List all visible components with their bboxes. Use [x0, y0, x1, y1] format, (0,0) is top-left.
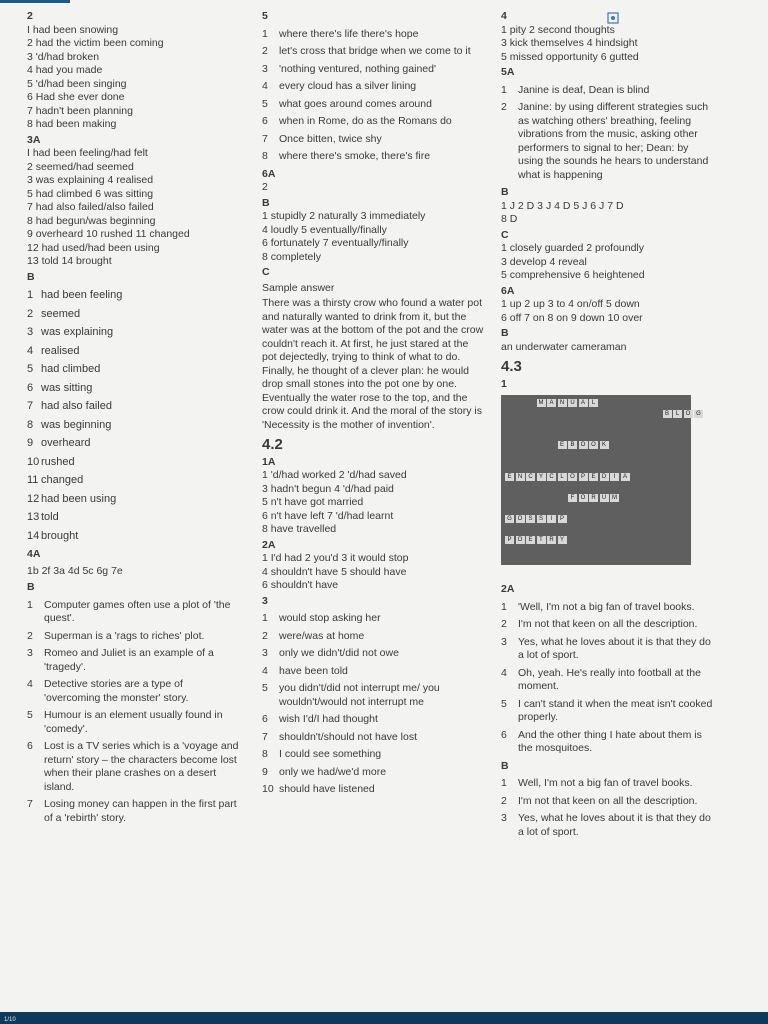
- item-number: 4: [27, 344, 34, 357]
- answer-item: [27, 740, 242, 794]
- item-number: 8: [27, 418, 34, 431]
- crossword-cell: U: [568, 399, 577, 407]
- answer-item: [262, 612, 484, 626]
- answer-item: [262, 63, 484, 77]
- item-number: 3: [262, 62, 268, 75]
- answer-item: [27, 493, 242, 507]
- item-text: rushed: [41, 455, 75, 468]
- answer-item: [262, 647, 484, 661]
- item-number: 7: [27, 400, 34, 412]
- item-text: told: [41, 511, 59, 523]
- answer-item: [27, 400, 242, 414]
- section-heading: C: [501, 228, 509, 241]
- answer-item: [501, 636, 716, 663]
- item-number: 8: [262, 748, 268, 760]
- section-heading: 5: [262, 10, 268, 22]
- item-text: I'm not that keen on all the description.: [518, 618, 698, 630]
- answer-line: 5 n't have got married: [262, 496, 364, 508]
- answer-item: [262, 133, 484, 147]
- crossword-cell: I: [610, 473, 619, 481]
- section-heading: B: [27, 581, 35, 593]
- answer-item: [501, 101, 716, 182]
- item-text: Yes, what he loves about it is that they do a lot of sport.: [518, 812, 711, 838]
- answer-line: 8 have travelled: [262, 523, 337, 535]
- crossword-cell: Y: [558, 536, 567, 544]
- item-text: wish I'd/I had thought: [279, 713, 378, 725]
- crossword-cell: C: [526, 473, 535, 481]
- answer-item: [501, 84, 716, 98]
- item-text: had also failed: [41, 400, 112, 412]
- crossword-cell: E: [589, 473, 598, 481]
- answer-line: 6 shouldn't have: [262, 579, 339, 591]
- crossword-cell: O: [684, 410, 693, 418]
- item-number: 13: [27, 511, 40, 523]
- answer-item: [27, 437, 242, 451]
- item-number: 2: [262, 629, 268, 642]
- item-number: 6: [262, 115, 268, 127]
- answer-line: 3 'd/had broken: [27, 50, 100, 63]
- answer-item: [262, 80, 484, 94]
- answer-line: 2: [262, 181, 268, 193]
- item-text: Janine is deaf, Dean is blind: [518, 83, 650, 96]
- section-heading: 1A: [262, 455, 276, 468]
- item-number: 2: [262, 45, 268, 57]
- answer-line: 12 had used/had been using: [27, 241, 160, 254]
- answer-line: 2 seemed/had seemed: [27, 160, 134, 173]
- answer-item: [501, 777, 716, 791]
- section-heading: 2A: [501, 583, 515, 595]
- crossword-cell: B: [568, 441, 577, 449]
- answer-item: [27, 345, 242, 359]
- item-text: let's cross that bridge when we come to it: [279, 45, 471, 57]
- crossword-cell: O: [516, 515, 525, 523]
- answer-item: [27, 647, 242, 674]
- item-number: 6: [501, 728, 507, 741]
- section-heading: 2A: [262, 538, 276, 551]
- section-heading: B: [501, 186, 509, 198]
- item-text: you didn't/did not interrupt me/ you wouldn't/would not interrupt me: [279, 682, 440, 708]
- answer-item: [27, 326, 242, 340]
- sample-answer-paragraph: There was a thirsty crow who found a water pot and naturally wanted to drink from it, but the water was at the bottom of the pot and the crow couldn't reach it. At first, he just stared at the pot dejectedly, trying to think of what to do. Finally, he thought of a clever plan: he would drop small stones into the pot one by one. Eventually the water rose to the top, and the crow could drink it. And the moral of the story is 'Necessity is the mother of invention'.: [262, 297, 484, 431]
- item-number: 1: [501, 600, 507, 613]
- crossword-cell: F: [568, 494, 577, 502]
- item-number: 1: [262, 612, 268, 624]
- item-number: 7: [27, 798, 33, 810]
- answer-item: [27, 289, 242, 303]
- item-number: 14: [27, 529, 40, 542]
- answer-item: [27, 709, 242, 736]
- answer-line: 4 shouldn't have 5 should have: [262, 565, 407, 578]
- answer-item: [27, 599, 242, 626]
- item-number: 8: [262, 150, 268, 162]
- item-text: 'nothing ventured, nothing gained': [279, 62, 436, 75]
- item-text: have been told: [279, 664, 348, 677]
- item-number: 6: [27, 740, 33, 752]
- item-number: 1: [501, 83, 507, 96]
- unit-heading: 4.3: [501, 358, 522, 375]
- crossword-cell: P: [505, 536, 514, 544]
- answer-item: [262, 28, 484, 42]
- item-number: 12: [27, 492, 40, 505]
- crossword-cell: A: [547, 399, 556, 407]
- answer-line: 1 I'd had 2 you'd 3 it would stop: [262, 552, 409, 564]
- answer-item: [501, 667, 716, 694]
- item-text: were/was at home: [279, 629, 365, 642]
- section-heading: 4A: [27, 548, 41, 560]
- item-text: brought: [41, 529, 79, 542]
- answer-line: 5 'd/had been singing: [27, 77, 127, 90]
- item-text: had been feeling: [41, 289, 123, 301]
- item-text: Oh, yeah. He's really into football at the moment.: [518, 666, 701, 692]
- answer-line: 1b 2f 3a 4d 5c 6g 7e: [27, 564, 123, 577]
- answer-line: 1 stupidly 2 naturally 3 immediately: [262, 210, 426, 222]
- item-text: Once bitten, twice shy: [279, 132, 382, 145]
- item-text: I'm not that keen on all the description.: [518, 794, 698, 807]
- crossword-cell: P: [558, 515, 567, 523]
- answer-item: [262, 630, 484, 644]
- item-number: 1: [27, 598, 33, 611]
- answer-item: [27, 382, 242, 396]
- item-text: Computer games often use a plot of 'the quest'.: [44, 598, 231, 624]
- item-text: when in Rome, do as the Romans do: [279, 115, 452, 127]
- crossword-cell: D: [600, 473, 609, 481]
- crossword-cell: O: [568, 473, 577, 481]
- item-text: only we had/we'd more: [279, 765, 387, 778]
- crossword-cell: R: [589, 494, 598, 502]
- section-heading: 1: [501, 377, 507, 390]
- answer-item: [27, 456, 242, 470]
- crossword-cell: O: [516, 536, 525, 544]
- answer-item: [27, 530, 242, 544]
- item-text: changed: [41, 474, 84, 486]
- item-number: 5: [27, 363, 34, 375]
- answer-line: 9 overheard 10 rushed 11 changed: [27, 228, 190, 240]
- crossword-cell: Y: [537, 473, 546, 481]
- top-accent-bar: [0, 0, 70, 3]
- crossword-cell: N: [516, 473, 525, 481]
- item-number: 3: [262, 647, 268, 659]
- item-number: 5: [501, 697, 507, 710]
- item-text: Well, I'm not a big fan of travel books.: [518, 777, 693, 789]
- crossword-cell: I: [547, 515, 556, 523]
- item-text: Detective stories are a type of 'overcoming the monster' story.: [44, 678, 189, 704]
- item-text: Janine: by using different strategies such as watching others' breathing, feeling vibrations from the music, asking other performers to signal to her; Dean: by using the sounds he hears to understand what is happening: [518, 101, 709, 181]
- item-number: 4: [262, 80, 268, 92]
- item-number: 6: [27, 381, 34, 394]
- item-text: Lost is a TV series which is a 'voyage and return' story – the characters become lost when their plane crashes on a desert island.: [44, 740, 239, 793]
- item-number: 2: [27, 629, 33, 642]
- answer-line: 1 pity 2 second thoughts: [501, 23, 615, 36]
- crossword-cell: P: [579, 473, 588, 481]
- item-number: 7: [262, 132, 268, 145]
- item-text: And the other thing I hate about them is the mosquitoes.: [518, 728, 702, 754]
- crossword-cell: B: [663, 410, 672, 418]
- answer-item: [262, 731, 484, 745]
- item-number: 1: [501, 777, 507, 789]
- answer-line: 13 told 14 brought: [27, 255, 112, 267]
- item-text: Superman is a 'rags to riches' plot.: [44, 629, 205, 642]
- item-number: 2: [501, 101, 507, 113]
- item-number: 2: [27, 307, 34, 320]
- answer-line: 6 n't have left 7 'd/had learnt: [262, 509, 394, 522]
- answer-line: 1 J 2 D 3 J 4 D 5 J 6 J 7 D: [501, 199, 624, 212]
- section-heading: 4: [501, 10, 507, 22]
- answer-line: 1 closely guarded 2 profoundly: [501, 242, 645, 254]
- item-number: 6: [262, 713, 268, 725]
- crossword-cell: O: [579, 441, 588, 449]
- item-text: was explaining: [41, 326, 114, 338]
- answer-line: I had been snowing: [27, 23, 119, 36]
- item-number: 2: [501, 618, 507, 630]
- crossword-cell: A: [621, 473, 630, 481]
- answer-item: [501, 812, 716, 839]
- answer-line: 3 was explaining 4 realised: [27, 174, 154, 186]
- answer-line: 8 had begun/was beginning: [27, 214, 156, 227]
- crossword-cell: T: [537, 536, 546, 544]
- answer-line: 5 comprehensive 6 heightened: [501, 269, 645, 281]
- crossword-cell: E: [526, 536, 535, 544]
- item-text: I can't stand it when the meat isn't cooked properly.: [518, 697, 713, 723]
- answer-line: 6 Had she ever done: [27, 91, 125, 103]
- item-number: 7: [262, 730, 268, 743]
- item-text: would stop asking her: [279, 612, 381, 624]
- item-text: was sitting: [41, 381, 93, 394]
- item-number: 1: [262, 27, 268, 40]
- item-number: 3: [501, 812, 507, 824]
- answer-item: [501, 618, 716, 632]
- answer-item: [262, 682, 484, 709]
- crossword-cell: G: [505, 515, 514, 523]
- crossword-cell: M: [612, 494, 617, 501]
- section-heading: 5A: [501, 66, 515, 78]
- item-text: seemed: [41, 307, 81, 320]
- item-number: 11: [27, 474, 39, 486]
- answer-line: 1 up 2 up 3 to 4 on/off 5 down: [501, 298, 640, 310]
- answer-line: 8 completely: [262, 250, 321, 263]
- item-text: every cloud has a silver lining: [279, 80, 417, 92]
- item-text: Yes, what he loves about it is that they do a lot of sport.: [518, 635, 711, 661]
- answer-line: 8 D: [501, 213, 518, 225]
- answer-line: 7 hadn't been planning: [27, 104, 133, 117]
- answer-item: [262, 766, 484, 780]
- answer-line: 6 off 7 on 8 on 9 down 10 over: [501, 311, 643, 324]
- item-text: only we didn't/did not owe: [279, 647, 399, 659]
- answer-column-2: [262, 8, 484, 801]
- page-number: 1/10: [4, 1017, 16, 1023]
- crossword-cell: R: [547, 536, 556, 544]
- crossword-grid: [501, 395, 701, 565]
- answer-item: [501, 601, 716, 615]
- item-number: 3: [501, 635, 507, 648]
- crossword-cell: E: [558, 441, 567, 449]
- section-heading: 3A: [27, 133, 41, 146]
- section-heading: B: [501, 327, 509, 339]
- crossword-cell: M: [538, 400, 544, 406]
- crossword-cell: G: [694, 410, 703, 418]
- answer-item: [262, 713, 484, 727]
- item-number: 4: [262, 664, 268, 677]
- crossword-cell: E: [505, 473, 514, 481]
- section-heading: 3: [262, 594, 268, 607]
- answer-item: [501, 698, 716, 725]
- answer-item: [262, 748, 484, 762]
- section-heading: B: [27, 270, 35, 283]
- item-text: shouldn't/should not have lost: [279, 730, 418, 743]
- section-heading: 6A: [262, 167, 276, 180]
- answer-line: 5 had climbed 6 was sitting: [27, 187, 154, 200]
- page-footer-bar: [0, 1012, 768, 1024]
- crossword-cell: C: [547, 473, 556, 481]
- item-number: 9: [262, 765, 268, 778]
- crossword-cell: L: [673, 410, 682, 418]
- answer-item: [262, 98, 484, 112]
- answer-item: [501, 795, 716, 809]
- item-text: what goes around comes around: [279, 97, 432, 110]
- crossword-cell: S: [526, 515, 535, 523]
- answer-line: 8 had been making: [27, 118, 117, 130]
- item-number: 5: [262, 682, 268, 694]
- item-text: where there's life there's hope: [279, 27, 419, 40]
- answer-line: I had been feeling/had felt: [27, 147, 148, 159]
- section-heading: B: [501, 759, 509, 772]
- item-text: overheard: [41, 437, 91, 449]
- answer-line: 4 had you made: [27, 64, 103, 76]
- answer-line: 2 had the victim been coming: [27, 37, 164, 49]
- crossword-cell: O: [579, 494, 588, 502]
- section-heading: C: [262, 266, 270, 278]
- answer-item: [27, 798, 242, 825]
- answer-line: an underwater cameraman: [501, 340, 627, 353]
- item-number: 2: [501, 794, 507, 807]
- crossword-cell: U: [600, 494, 609, 502]
- crossword-cell: N: [558, 399, 567, 407]
- answer-item: [27, 511, 242, 525]
- crossword-cell: L: [558, 473, 567, 481]
- answer-column-1: [27, 8, 242, 829]
- answer-item: [262, 783, 484, 797]
- answer-line: 1 'd/had worked 2 'd/had saved: [262, 469, 407, 481]
- answer-line: 7 had also failed/also failed: [27, 201, 154, 213]
- answer-item: [262, 115, 484, 129]
- answer-item: [262, 150, 484, 164]
- answer-item: [262, 45, 484, 59]
- item-number: 10: [262, 783, 274, 795]
- crossword-cell: S: [537, 515, 546, 523]
- answer-item: [27, 678, 242, 705]
- item-number: 9: [27, 437, 34, 449]
- item-text: Losing money can happen in the first part of a 'rebirth' story.: [44, 798, 237, 824]
- item-number: 5: [262, 97, 268, 110]
- crossword-cell: A: [579, 399, 588, 407]
- answer-line: 4 loudly 5 eventually/finally: [262, 223, 387, 236]
- section-heading: 2: [27, 10, 33, 22]
- section-heading: B: [262, 196, 270, 209]
- answer-line: 5 missed opportunity 6 gutted: [501, 50, 639, 63]
- answer-item: [27, 308, 242, 322]
- crossword-cell: O: [589, 441, 598, 449]
- answer-line: 6 fortunately 7 eventually/finally: [262, 237, 409, 249]
- item-number: 3: [27, 647, 33, 659]
- crossword-cell: K: [600, 441, 609, 449]
- item-text: Humour is an element usually found in 'comedy'.: [44, 709, 223, 735]
- item-text: Romeo and Juliet is an example of a 'tragedy'.: [44, 647, 214, 673]
- item-text: had climbed: [41, 363, 101, 375]
- item-number: 4: [27, 678, 33, 690]
- answer-line: 3 kick themselves 4 hindsight: [501, 37, 638, 49]
- section-heading: 6A: [501, 284, 515, 297]
- item-number: 1: [27, 289, 34, 301]
- answer-item: [27, 363, 242, 377]
- answer-item: [27, 474, 242, 488]
- item-number: 5: [27, 709, 33, 721]
- unit-heading: 4.2: [262, 436, 283, 453]
- answer-item: [501, 729, 716, 756]
- item-number: 4: [501, 666, 507, 679]
- answer-line: 3 hadn't begun 4 'd/had paid: [262, 482, 394, 495]
- item-number: 3: [27, 326, 34, 338]
- crossword-cell: L: [589, 399, 598, 407]
- sample-answer-label: Sample answer: [262, 281, 335, 294]
- item-text: 'Well, I'm not a big fan of travel books.: [518, 600, 695, 613]
- item-text: realised: [41, 344, 80, 357]
- item-text: I could see something: [279, 748, 382, 760]
- answer-item: [27, 419, 242, 433]
- answer-item: [27, 630, 242, 644]
- item-text: had been using: [41, 492, 117, 505]
- answer-item: [262, 665, 484, 679]
- item-text: where there's smoke, there's fire: [279, 150, 431, 162]
- item-text: should have listened: [279, 783, 375, 795]
- answer-line: 3 develop 4 reveal: [501, 255, 587, 268]
- item-text: was beginning: [41, 418, 112, 431]
- item-number: 10: [27, 455, 40, 468]
- answer-column-3: [501, 8, 716, 843]
